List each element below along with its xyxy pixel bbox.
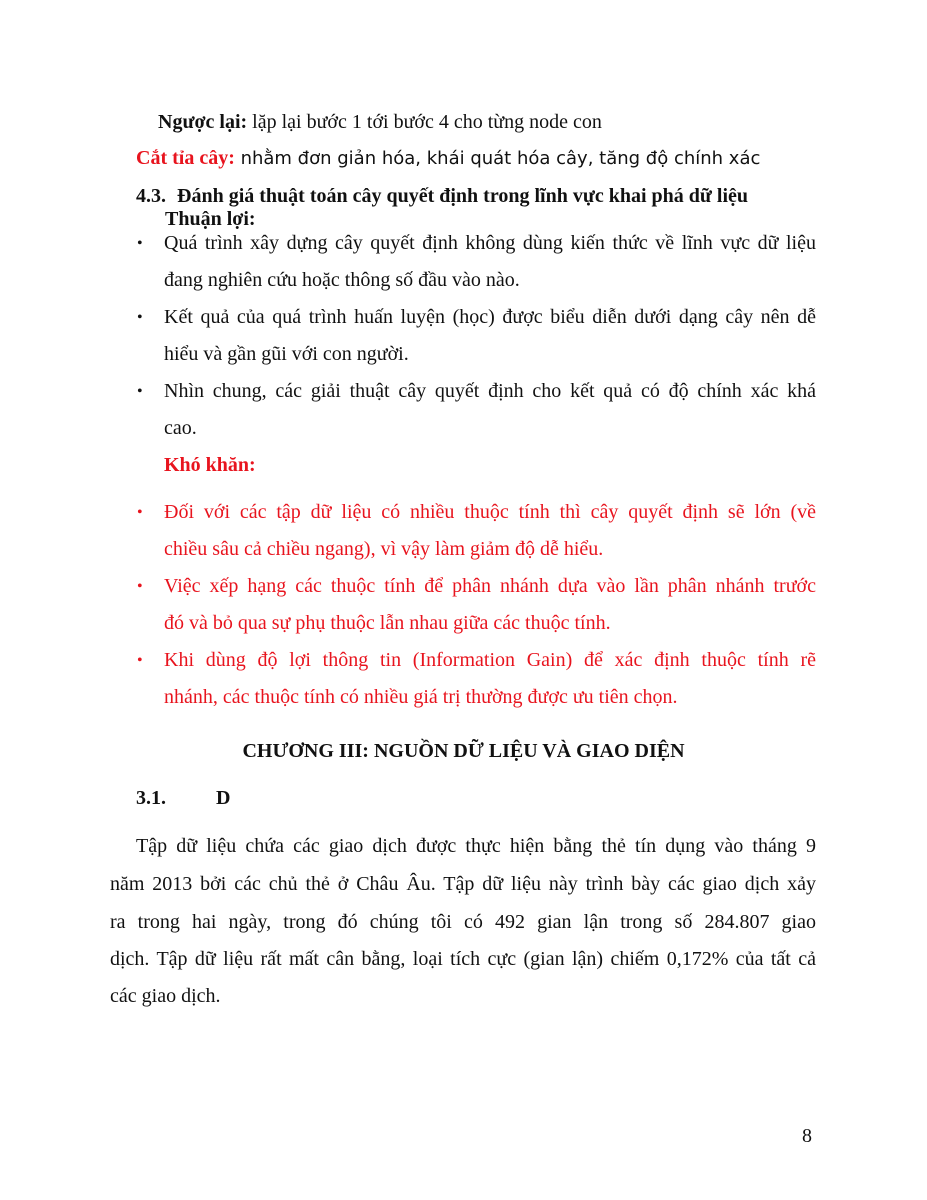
- advantage-3-line-1: Nhìn chung, các giải thuật cây quyết định cho kết quả có độ chính xác khá: [164, 380, 816, 402]
- pruning-line: [136, 146, 760, 171]
- disadvantage-3-line-2: nhánh, các thuộc tính có nhiều giá trị thường được ưu tiên chọn.: [164, 686, 678, 708]
- disadvantage-1-line-1: Đối với các tập dữ liệu có nhiều thuộc tính thì cây quyết định sẽ lớn (về: [164, 501, 816, 523]
- section-3-1-number: 3.1.: [136, 787, 166, 809]
- disadvantage-3-line-1: Khi dùng độ lợi thông tin (Information Gain) để xác định thuộc tính rẽ: [164, 649, 816, 671]
- disadvantage-2-line-1: Việc xếp hạng các thuộc tính để phân nhánh dựa vào lần phân nhánh trước: [164, 575, 816, 597]
- advantage-2-line-2: hiểu và gần gũi với con người.: [164, 343, 409, 365]
- bullet-icon: •: [137, 578, 143, 595]
- section-4-3-title: Đánh giá thuật toán cây quyết định trong lĩnh vực khai phá dữ liệu: [177, 185, 749, 207]
- page-number: 8: [802, 1125, 812, 1147]
- section-4-3-heading: [136, 184, 748, 208]
- disadvantage-2-line-2: đó và bỏ qua sự phụ thuộc lẫn nhau giữa các thuộc tính.: [164, 612, 611, 634]
- chapter-title: CHƯƠNG III: NGUỒN DỮ LIỆU VÀ GIAO DIỆN: [242, 740, 685, 762]
- advantage-1-line-2: đang nghiên cứu hoặc thông số đầu vào nào.: [164, 269, 520, 291]
- paragraph-line-2: năm 2013 bởi các chủ thẻ ở Châu Âu. Tập dữ liệu này trình bày các giao dịch xảy: [110, 873, 816, 895]
- paragraph-line-3: ra trong hai ngày, trong đó chúng tôi có 492 gian lận trong số 284.807 giao: [110, 911, 816, 933]
- advantage-2-line-1: Kết quả của quá trình huấn luyện (học) được biểu diễn dưới dạng cây nên dễ: [164, 306, 816, 328]
- repeat-label: Ngược lại:: [158, 111, 248, 133]
- pruning-label: Cắt tỉa cây:: [136, 147, 235, 169]
- bullet-icon: •: [137, 309, 143, 326]
- bullet-icon: •: [137, 235, 143, 252]
- bullet-icon: •: [137, 504, 143, 521]
- disadvantage-1-line-2: chiều sâu cả chiều ngang), vì vậy làm giảm độ dễ hiểu.: [164, 538, 604, 560]
- disadvantages-heading: Khó khăn:: [164, 454, 256, 476]
- paragraph-line-4: dịch. Tập dữ liệu rất mất cân bằng, loại tích cực (gian lận) chiếm 0,172% của tất cả: [110, 948, 816, 970]
- bullet-icon: •: [137, 652, 143, 669]
- advantage-1-line-1: Quá trình xây dựng cây quyết định không dùng kiến thức về lĩnh vực dữ liệu: [164, 232, 816, 254]
- pruning-text: nhằm đơn giản hóa, khái quát hóa cây, tăng độ chính xác: [234, 148, 761, 169]
- section-4-3-number: 4.3.: [136, 185, 166, 207]
- step-repeat-line: [158, 110, 602, 134]
- advantage-3-line-2: cao.: [164, 417, 197, 439]
- paragraph-line-5: các giao dịch.: [110, 985, 221, 1007]
- repeat-text: lặp lại bước 1 tới bước 4 cho từng node con: [247, 111, 602, 133]
- section-3-1-title: D: [216, 787, 231, 809]
- advantages-heading: Thuận lợi:: [165, 208, 256, 230]
- bullet-icon: •: [137, 383, 143, 400]
- paragraph-line-1: Tập dữ liệu chứa các giao dịch được thực hiện bằng thẻ tín dụng vào tháng 9: [136, 835, 816, 857]
